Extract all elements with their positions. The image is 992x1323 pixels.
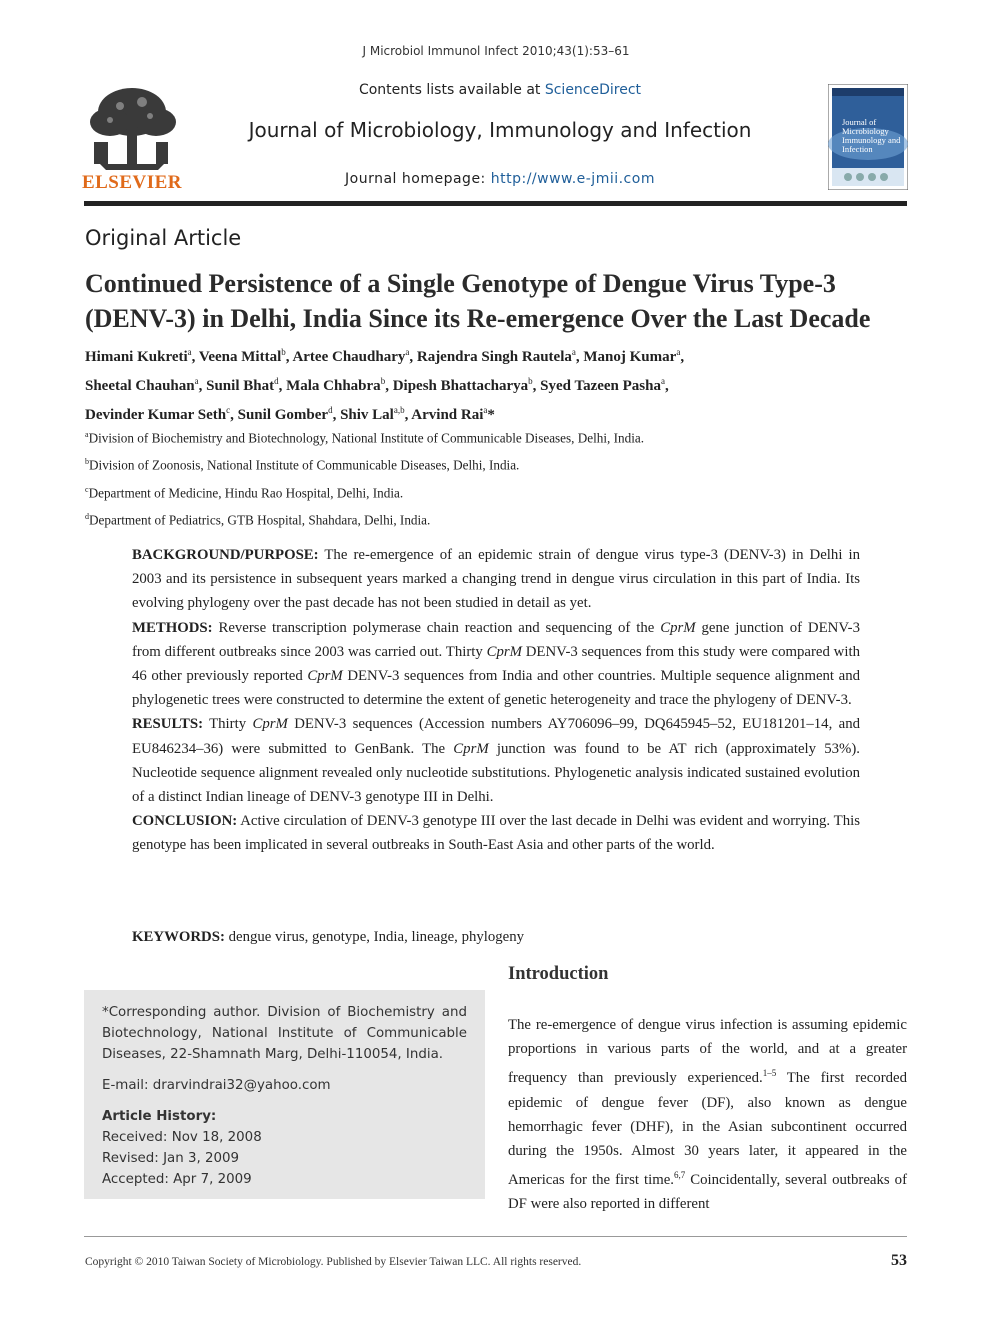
- author: Devinder Kumar Seth$^c$,: [85, 405, 238, 423]
- header-rule: [84, 201, 907, 206]
- article-history: [102, 1106, 467, 1190]
- cover-title: Journal of Microbiology Immunology and Infection: [842, 117, 901, 154]
- history-accepted: Accepted: Apr 7, 2009: [102, 1172, 252, 1187]
- affiliation: $^d$Department of Pediatrics, GTB Hospital, Shahdara, Delhi, India.: [85, 512, 431, 528]
- journal-cover: [828, 84, 908, 190]
- introduction-text: The re-emergence of dengue virus infection is assuming epidemic proportions in various parts of the world, and at a greater frequency than previously experienced.$^{1-5}$ The first recorded epidemic of dengue fever (DF), also known as dengue hemorrhagic fever (DHF), in the Asian subcontinent occurred during the 1950s. Almost 30 years later, it appeared in the Americas for the first time.$^{6,7}$ Coincidentally, several outbreaks of DF were also reported in different: [508, 1017, 907, 1213]
- contents-available: [250, 82, 750, 98]
- keywords: [132, 929, 860, 946]
- abstract: [132, 543, 860, 858]
- journal-homepage: [250, 171, 750, 187]
- author: Himani Kukreti$^a$,: [85, 347, 199, 365]
- abstract-background: BACKGROUND/PURPOSE: The re-emergence of an epidemic strain of dengue virus type-3 (DENV-3) in Delhi in 2003 and its persistence in subsequent years marked a changing trend in dengue virus circulation in this part of India. Its evolving phylogeny over the past decade has not been studied in detail as yet.: [132, 547, 860, 612]
- introduction-heading: Introduction: [508, 964, 609, 984]
- author: Shiv Lal$^{a,b}$,: [340, 405, 412, 423]
- affiliation: $^c$Department of Medicine, Hindu Rao Hospital, Delhi, India.: [85, 484, 404, 501]
- affiliation: $^a$Division of Biochemistry and Biotechnology, National Institute of Communicable Diseases, Delhi, India.: [85, 430, 645, 446]
- history-received: Received: Nov 18, 2008: [102, 1130, 262, 1145]
- author: Sheetal Chauhan$^a$,: [85, 376, 207, 394]
- keywords-text: dengue virus, genotype, India, lineage, phylogeny: [224, 929, 525, 945]
- article-type: Original Article: [85, 226, 242, 250]
- corresponding-author: *Corresponding author. Division of Biochemistry and Biotechnology, National Institute of Communicable Diseases, 22-Shamnath Marg, Delhi-110054, India.: [102, 1005, 467, 1062]
- page-number: 53: [891, 1252, 907, 1269]
- homepage-label: Journal homepage:: [345, 171, 491, 187]
- author-email: E-mail: drarvindrai32@yahoo.com: [102, 1078, 331, 1093]
- author: Artee Chaudhary$^a$,: [292, 347, 417, 365]
- copyright: Copyright © 2010 Taiwan Society of Microbiology. Published by Elsevier Taiwan LLC. All rights reserved.: [85, 1256, 582, 1268]
- affiliation: $^b$Division of Zoonosis, National Institute of Communicable Diseases, Delhi, India.: [85, 457, 520, 473]
- sciencedirect-link[interactable]: ScienceDirect: [544, 82, 642, 98]
- author: Sunil Bhat$^d$,: [206, 376, 287, 394]
- article-title: Continued Persistence of a Single Genotype of Dengue Virus Type-3 (DENV-3) in Delhi, India Since its Re-emergence Over the Last Decade: [85, 269, 871, 333]
- affiliations: [85, 423, 915, 533]
- author: Rajendra Singh Rautela$^a$,: [416, 347, 584, 365]
- author: Veena Mittal$^b$,: [198, 347, 293, 365]
- journal-name: Journal of Microbiology, Immunology and Infection: [248, 118, 752, 142]
- journal-citation: J Microbiol Immunol Infect 2010;43(1):53–61: [362, 44, 630, 58]
- abstract-methods: METHODS: Reverse transcription polymerase chain reaction and sequencing of the CprM gene junction of DENV-3 from different outbreaks since 2003 was carried out. Thirty CprM DENV-3 sequences from this study were compared with 46 other previously reported CprM DENV-3 sequences from India and other countries. Multiple sequence alignment and phylogenetic trees were constructed to determine the extent of genetic heterogeneity and trace the phylogeny of DENV-3.: [132, 619, 860, 709]
- history-label: Article History:: [102, 1109, 217, 1124]
- elsevier-logo: [80, 82, 184, 194]
- abstract-conclusion: CONCLUSION: Active circulation of DENV-3 genotype III over the last decade in Delhi was evident and worrying. This genotype has been implicated in several outbreaks in South-East Asia and other parts of the world.: [132, 813, 860, 854]
- history-revised: Revised: Jan 3, 2009: [102, 1151, 240, 1166]
- keywords-label: KEYWORDS:: [132, 929, 225, 945]
- author: Dipesh Bhattacharya$^b$,: [392, 376, 541, 394]
- author-list: [85, 340, 915, 427]
- elsevier-wordmark: ELSEVIER: [81, 172, 183, 193]
- contents-prefix: Contents lists available at: [358, 82, 545, 98]
- author-line: [85, 340, 915, 369]
- author: Syed Tazeen Pasha$^a$,: [540, 376, 669, 394]
- correspondence-box: [84, 990, 485, 1199]
- author: Manoj Kumar$^a$,: [583, 347, 685, 365]
- author: Arvind Rai$^a$*: [411, 405, 495, 423]
- author: Mala Chhabra$^b$,: [286, 376, 393, 394]
- homepage-link[interactable]: http://www.e-jmii.com: [490, 171, 655, 187]
- abstract-results: RESULTS: Thirty CprM DENV-3 sequences (Accession numbers AY706096–99, DQ645945–52, EU181201–14, and EU846234–36) were submitted to GenBank. The CprM junction was found to be AT rich (approximately 53%). Nucleotide sequence alignment revealed only nucleotide substitutions. Phylogenetic analysis indicated sustained evolution of a distinct Indian lineage of DENV-3 genotype III in Delhi.: [132, 716, 860, 806]
- footer-rule: [84, 1236, 907, 1237]
- author: Sunil Gomber$^d$,: [237, 405, 341, 423]
- author-line: [85, 369, 915, 398]
